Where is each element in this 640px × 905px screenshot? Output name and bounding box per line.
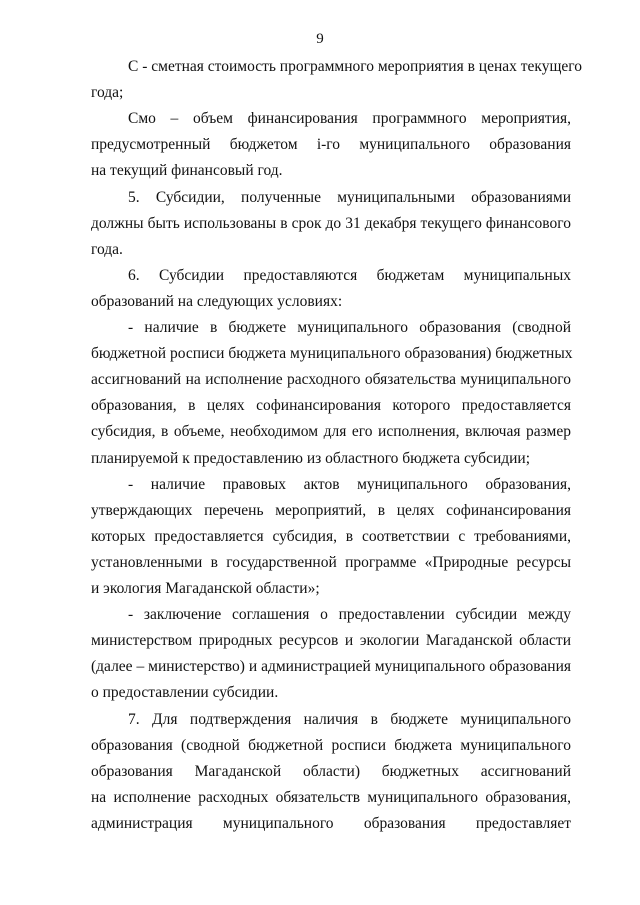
page-number: 9 (316, 31, 324, 47)
text-line: образования Магаданской области) бюджетных ассигнований (91, 762, 571, 780)
text-line: и экология Магаданской области»; (91, 580, 320, 597)
text-line: бюджетной росписи бюджета муниципального образования) бюджетных (91, 345, 573, 363)
text-line: - наличие в бюджете муниципального образования (сводной (128, 319, 571, 336)
text-line: - наличие правовых актов муниципального образования, (128, 475, 571, 493)
text-line: образования (сводной бюджетной росписи бюджета муниципального (91, 736, 571, 754)
text-line: на текущий финансовый год. (91, 162, 283, 180)
text-line: министерством природных ресурсов и экологии Магаданской области (91, 632, 571, 650)
text-line: Смо – объем финансирования программного мероприятия, (128, 110, 571, 128)
text-line: должны быть использованы в срок до 31 декабря текущего финансового (91, 214, 571, 232)
text-line: о предоставлении субсидии. (91, 684, 279, 702)
text-line: С - сметная стоимость программного мероприятия в ценах текущего (128, 58, 582, 75)
text-line: планируемой к предоставлению из областного бюджета субсидии; (91, 449, 531, 467)
text-line: 7. Для подтверждения наличия в бюджете муниципального (128, 710, 571, 728)
text-line: 5. Субсидии, полученные муниципальными образованиями (128, 188, 571, 206)
text-line: образований на следующих условиях: (91, 292, 343, 310)
text-line: которых предоставляется субсидия, в соответствии с требованиями, (91, 527, 571, 545)
text-line: года. (91, 240, 123, 258)
text-line: на исполнение расходных обязательств муниципального образования, (91, 788, 571, 806)
text-line: субсидия, в объеме, необходимом для его исполнения, включая размер (91, 423, 571, 441)
text-line: администрация муниципального образования предоставляет (91, 814, 571, 832)
text-line: утверждающих перечень мероприятий, в целях софинансирования (91, 501, 571, 519)
text-line: предусмотренный бюджетом i-го муниципального образования (91, 136, 571, 154)
text-line: - заключение соглашения о предоставлении субсидии между (128, 606, 571, 624)
text-line: года; (91, 84, 124, 102)
text-line: (далее – министерство) и администрацией муниципального образования (91, 658, 571, 676)
text-line: установленными в государственной программе «Природные ресурсы (91, 553, 571, 571)
text-line: ассигнований на исполнение расходного обязательства муниципального (91, 371, 571, 389)
text-line: 6. Субсидии предоставляются бюджетам муниципальных (128, 266, 571, 284)
text-line: образования, в целях софинансирования которого предоставляется (91, 397, 571, 415)
